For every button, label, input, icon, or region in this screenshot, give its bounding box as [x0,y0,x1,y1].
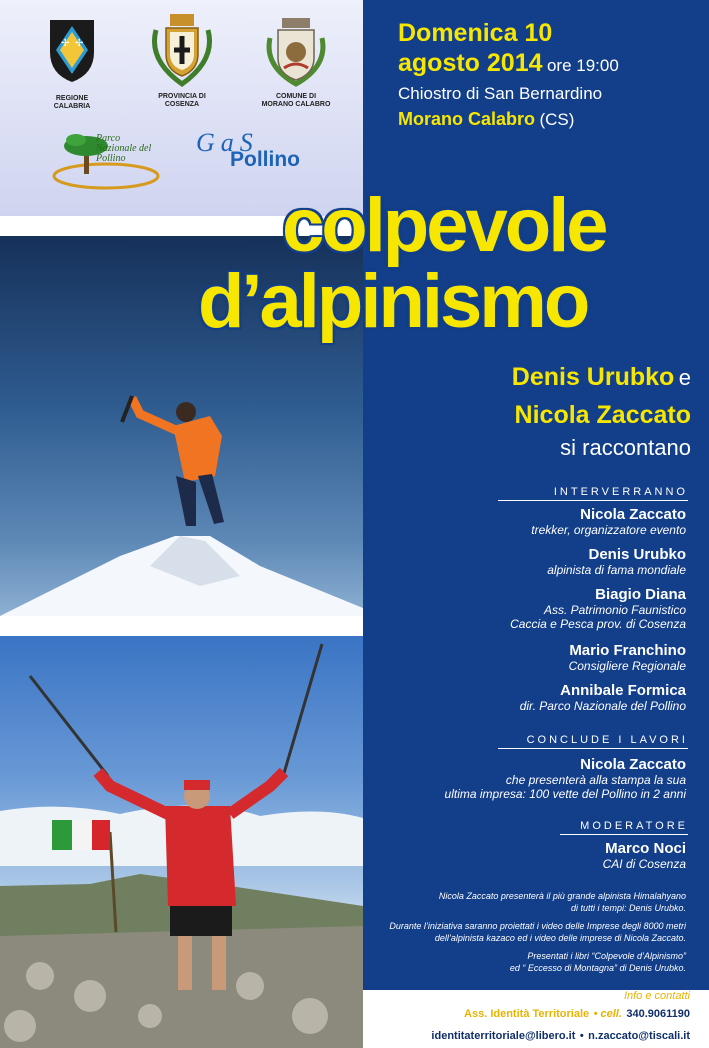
participant-role: alpinista di fama mondiale [547,563,686,577]
note-2b: dell’alpinista kazaco ed i video delle imprese di Nicola Zaccato. [434,933,686,943]
gas-label: Pollino [230,148,300,171]
speakers-block [371,360,691,464]
note-3b: ed “ Eccesso di Montagna” di Denis Urubko. [509,963,686,973]
participant-name: Annibale Formica [560,682,686,699]
provincia-crest-icon [146,10,218,88]
note-2a: Durante l’iniziativa saranno proiettati i video delle Imprese degli 8000 metri [389,921,686,931]
participant [380,642,686,682]
participant-role: trekker, organizzatore evento [531,523,686,537]
mountain-photo [0,636,363,1048]
svg-text:✢: ✢ [61,38,70,49]
notes-block [370,890,686,974]
contacts-block [370,990,690,1044]
conclude-title: CONCLUDE I LAVORI [526,734,688,746]
participant-name: Nicola Zaccato [580,506,686,523]
participant [380,506,686,546]
provincia-cosenza-logo [146,10,218,109]
conclude-line2: ultima impresa: 100 vette del Pollino in 2 anni [444,787,686,801]
conclude-divider [498,748,688,749]
interverranno-divider [498,500,688,501]
speaker-2: Nicola Zaccato [514,401,691,429]
contacts-cell[interactable]: 340.9061190 [626,1008,690,1020]
contacts-email-2[interactable]: n.zaccato@tiscali.it [588,1030,690,1042]
comune-crest-icon [260,14,332,88]
contacts-separator: • [579,1030,584,1042]
comune-morano-logo [260,14,332,109]
moderatore-name: Marco Noci [605,840,686,857]
contacts-email-1[interactable]: identitaterritoriale@libero.it [431,1030,576,1042]
moderatore-role: CAI di Cosenza [602,857,686,871]
participant-role: Consigliere Regionale [568,659,686,673]
participant [380,586,686,642]
event-venue: Chiostro di San Bernardino [398,84,603,103]
participant-name: Denis Urubko [588,546,686,563]
event-city: Morano Calabro [398,109,536,129]
speaker-conj: e [678,365,691,390]
svg-text:✢: ✢ [75,38,84,49]
title-line2: d’alpinismo [198,259,588,344]
interverranno-header [498,486,688,501]
conclude-line1: che presenterà alla stampa la sua [505,773,686,787]
title-line1: colpevole [282,183,606,268]
note-1a: Nicola Zaccato presenterà il più grande alpinista Himalahyano [438,891,686,901]
parco-pollino-logo [52,126,160,190]
event-date: agosto 2014 [398,49,543,77]
participant [380,546,686,586]
provincia-label: PROVINCIA DI COSENZA [158,93,206,108]
comune-label: COMUNE DI MORANO CALABRO [261,93,331,108]
conclude-header [498,734,688,749]
gas-letters: GaS [196,128,259,157]
contacts-info: Info e contatti [623,990,690,1002]
note-1b: di tutti i tempi: Denis Urubko. [570,903,686,913]
note-3a: Presentati i libri “Colpevole d’Alpinismo” [527,951,686,961]
event-info [398,18,698,134]
event-time: ore 19:00 [546,56,619,75]
event-day: Domenica 10 [398,19,553,47]
contacts-assoc: Ass. Identità Territoriale [464,1008,590,1020]
event-province: (CS) [539,110,575,129]
participant [380,682,686,722]
participant-name: Biagio Diana [595,586,686,603]
conclude-name: Nicola Zaccato [580,756,686,773]
participants-list [380,506,686,722]
participant-role: dir. Parco Nazionale del Pollino [519,699,686,713]
moderatore-header [560,820,688,835]
speaker-1: Denis Urubko [511,363,675,391]
moderatore-title: MODERATORE [580,820,688,832]
participant-name: Mario Franchino [569,642,686,659]
moderatore-divider [560,834,688,835]
participant-role-2: Caccia e Pesca prov. di Cosenza [510,617,686,631]
participant-role: Ass. Patrimonio Faunistico [543,603,686,617]
regione-crest-icon [42,16,102,86]
moderatore-block [480,840,686,871]
pollino-summit-image [0,636,363,1048]
interverranno-title: INTERVERRANNO [553,486,688,498]
regione-label: REGIONE CALABRIA [53,95,91,110]
speakers-tagline: si raccontano [560,435,691,460]
regione-calabria-logo [42,16,102,111]
parco-label: Parco Nazionale del Pollino [96,133,152,164]
conclude-block [380,756,686,801]
contacts-cell-label: • cell. [593,1008,622,1020]
